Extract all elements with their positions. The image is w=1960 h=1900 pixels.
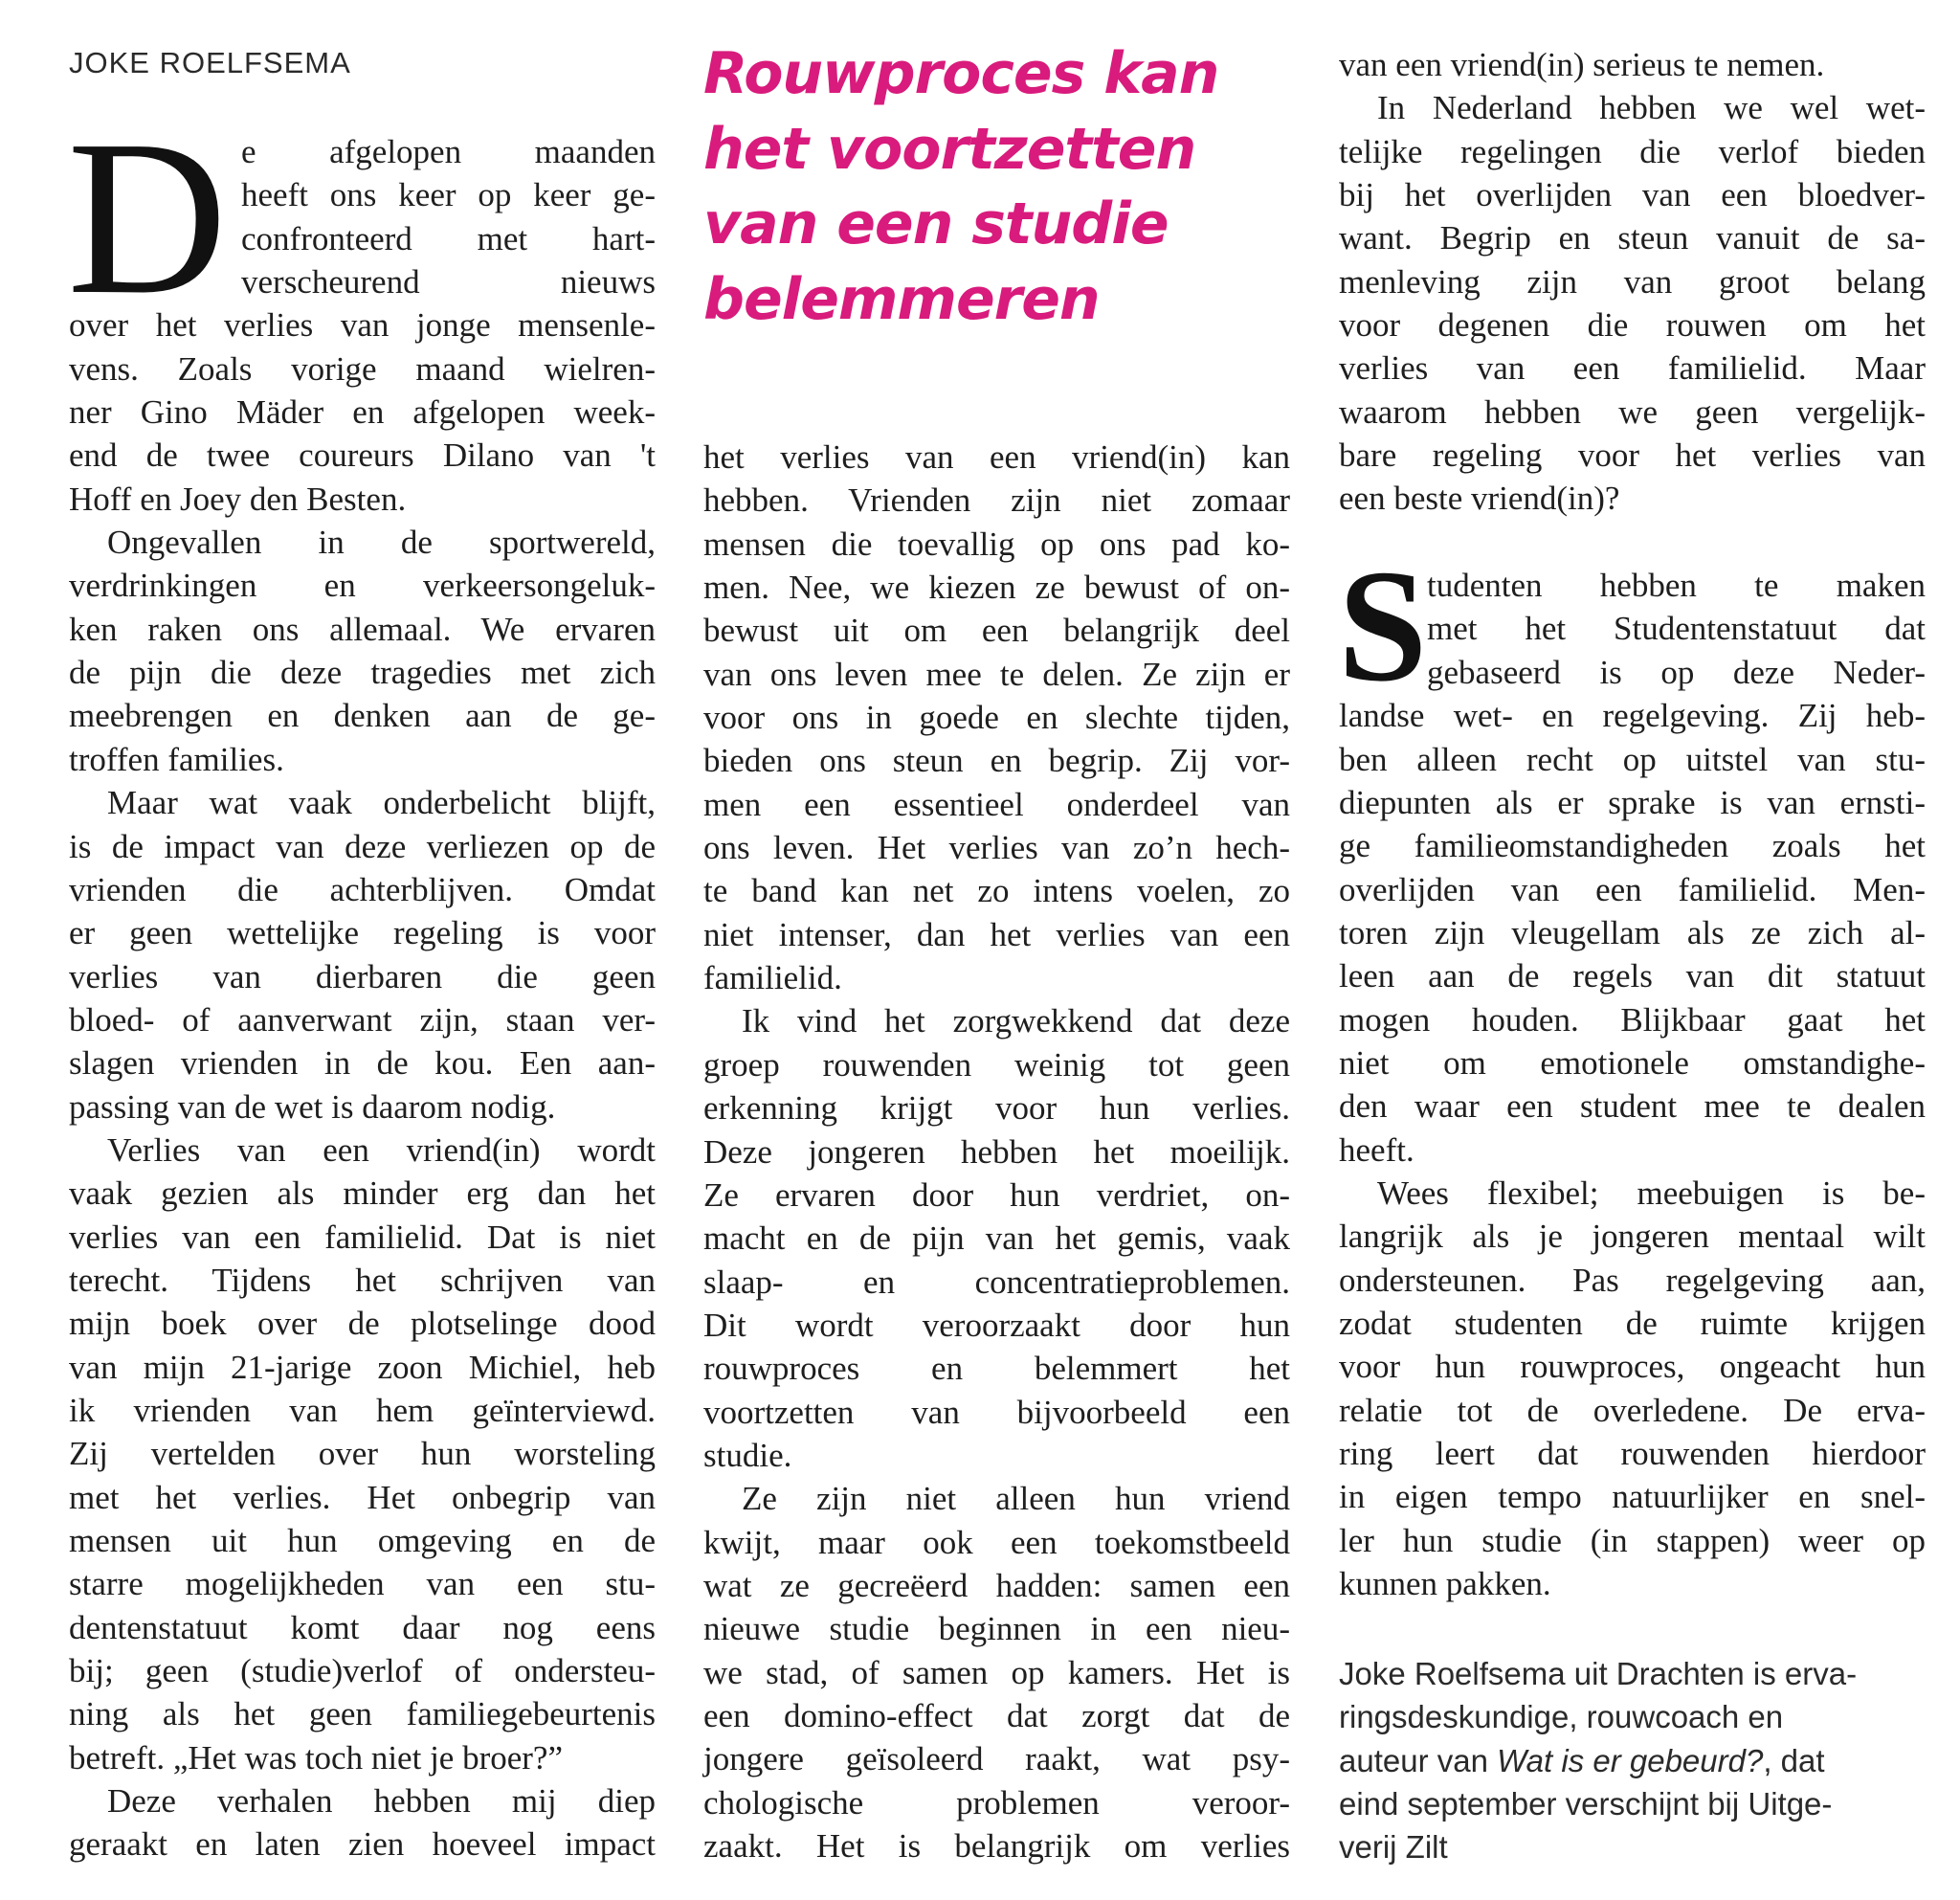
text-line: Ze zijn niet alleen hun vriend [742,1480,1290,1518]
text-line: met het verlies. Het onbegrip van [69,1478,656,1516]
text-line: niet om emotionele omstandighe- [1339,1043,1926,1082]
article-column-3 [1339,43,1926,1605]
text-line: bloed- of aanverwant zijn, staan ver- [69,1000,656,1039]
text-line: terecht. Tijdens het schrijven van [69,1261,656,1299]
text-line: mogen houden. Blijkbaar gaat het [1339,1000,1926,1039]
text-line: den waar een student mee te dealen [1339,1087,1926,1126]
text-line: heeft. [1339,1130,1414,1169]
headline-line: belemmeren [703,266,1100,334]
text-line: bij het overlijden van een bloedver- [1339,176,1926,214]
text-line: Ik vind het zorgwekkend dat deze [742,1002,1290,1040]
drop-cap-s: S [1338,537,1428,715]
text-line: bieden ons steun en begrip. Zij vor- [703,742,1290,780]
text-line: meebrengen en denken aan de ge- [69,697,656,735]
paragraph [69,521,656,781]
text-line: macht en de pijn van het gemis, vaak [703,1219,1290,1258]
bio-text: , dat [1763,1742,1825,1778]
text-line: want. Begrip en steun vanuit de sa- [1339,219,1926,257]
text-line: voor ons in goede en slechte tijden, [703,699,1290,737]
text-line: diepunten als er sprake is van ernsti- [1339,783,1926,821]
text-line: rouwproces en belemmert het [703,1350,1290,1388]
text-line: van mijn 21-jarige zoon Michiel, heb [69,1348,656,1386]
paragraph [1339,1172,1926,1605]
text-line: tudenten hebben te maken [1427,567,1926,605]
text-line: Zij vertelden over hun worsteling [69,1435,656,1473]
text-line: ik vrienden van hem geïnterviewd. [69,1391,656,1429]
bio-line [1339,1825,1951,1868]
text-line: ler hun studie (in stappen) weer op [1339,1521,1926,1559]
bio-line [1339,1782,1951,1825]
text-line: hebben. Vrienden zijn niet zomaar [703,481,1290,520]
text-line: men. Nee, we kiezen ze bewust of on- [703,569,1290,607]
text-line: Deze verhalen hebben mij diep [107,1782,656,1821]
text-line: e afgelopen maanden [241,133,656,170]
text-line: studie. [703,1436,792,1474]
text-line: we stad, of samen op kamers. Het is [703,1653,1290,1691]
text-line: overlijden van een familielid. Men- [1339,870,1926,908]
text-line: jongere geïsoleerd raakt, wat psy- [703,1740,1290,1778]
text-line: confronteerd met hart- [241,219,656,257]
text-line: geraakt en laten zien hoeveel impact [69,1825,656,1864]
text-line: ring leert dat rouwenden hierdoor [1339,1435,1926,1472]
paragraph [69,781,656,1129]
text-line: nieuwe studie beginnen in een nieu- [703,1610,1290,1648]
text-line: Hoff en Joey den Besten. [69,480,407,518]
text-line: Dit wordt veroorzaakt door hun [703,1306,1290,1344]
text-line: langrijk als je jongeren mentaal wilt [1339,1218,1926,1256]
text-line: niet intenser, dan het verlies van een [703,915,1290,953]
bio-line [1339,1739,1951,1782]
text-line: betreft. „Het was toch niet je broer?” [69,1738,563,1777]
text-line: zodat studenten de ruimte krijgen [1339,1304,1926,1342]
text-line: er geen wettelijke regeling is voor [69,914,656,952]
text-line: vaak gezien als minder erg dan het [69,1174,656,1213]
text-line: slaap- en concentratieproblemen. [703,1263,1290,1301]
drop-cap-d: D [67,95,228,341]
text-line: end de twee coureurs Dilano van 't [69,436,656,475]
text-line: de pijn die deze tragedies met zich [69,654,656,692]
bio-text: eind september verschijnt bij Uitge- [1339,1786,1833,1822]
text-line: familielid. [703,959,842,997]
text-line: gebaseerd is op deze Neder- [1427,653,1926,691]
bio-text: ringsdeskundige, rouwcoach en [1339,1699,1784,1735]
text-line: starre mogelijkheden van een stu- [69,1565,656,1603]
text-line: menleving zijn van groot belang [1339,262,1926,301]
paragraph [1339,86,1926,520]
bio-line [1339,1652,1951,1695]
text-line: te band kan net zo intens voelen, zo [703,872,1290,910]
headline [703,36,1297,338]
text-line: heeft ons keer op keer ge- [241,176,656,214]
text-line: van ons leven mee te delen. Ze zijn er [703,655,1290,693]
paragraph [703,1477,1290,1867]
text-line: troffen families. [69,740,284,778]
headline-line: het voortzetten [703,115,1196,183]
headline-line: van een studie [703,190,1169,258]
text-line: dentenstatuut komt daar nog eens [69,1608,656,1646]
text-line: Ongevallen in de sportwereld, [107,524,656,562]
headline-line: Rouwproces kan [703,40,1219,107]
text-line: ons leven. Het verlies van zo’n hech- [703,829,1290,867]
paragraph [1339,43,1926,86]
bio-text: Joke Roelfsema uit Drachten is erva- [1339,1656,1858,1691]
paragraph [69,130,656,521]
text-line: van een vriend(in) serieus te nemen. [1339,46,1825,83]
author-bio [1339,1652,1951,1869]
text-line: een domino-effect dat zorgt dat de [703,1696,1290,1734]
text-line: ge familieomstandigheden zoals het [1339,827,1926,865]
text-line: vens. Zoals vorige maand wielren- [69,349,656,388]
text-line: men een essentieel onderdeel van [703,785,1290,823]
text-line: voortzetten van bijvoorbeeld een [703,1393,1290,1431]
text-line: Wees flexibel; meebuigen is be- [1377,1174,1926,1212]
paragraph [1339,521,1926,564]
text-line: waarom hebben we geen vergelijk- [1339,392,1926,431]
paragraph [703,999,1290,1477]
paragraph [703,436,1290,999]
text-line: erkenning krijgt voor hun verlies. [703,1089,1290,1128]
text-line: mensen uit hun omgeving en de [69,1522,656,1559]
paragraph [1339,564,1926,1172]
byline: JOKE ROELFSEMA [69,46,351,79]
text-line: een beste vriend(in)? [1339,480,1620,518]
book-title: Wat is er gebeurd? [1497,1742,1764,1778]
text-line: ken raken ons allemaal. We ervaren [69,610,656,648]
bio-line [1339,1695,1951,1738]
text-line: landse wet- en regelgeving. Zij heb- [1339,697,1926,735]
text-line: verdrinkingen en verkeersongeluk- [69,567,656,605]
bio-text: auteur van [1339,1742,1498,1778]
text-line: over het verlies van jonge mensenle- [69,306,656,345]
text-line: bewust uit om een belangrijk deel [703,612,1290,650]
text-line: relatie tot de overledene. De erva- [1339,1391,1926,1429]
text-line: zaakt. Het is belangrijk om verlies [703,1827,1290,1865]
text-line: Deze jongeren hebben het moeilijk. [703,1132,1290,1171]
text-line: het verlies van een vriend(in) kan [703,438,1290,476]
text-line: met het Studentenstatuut dat [1427,610,1926,648]
text-line: ben alleen recht op uitstel van stu- [1339,740,1926,778]
text-line: verlies van een familielid. Maar [1339,349,1926,388]
text-line: in eigen tempo natuurlijker en snel- [1339,1478,1926,1516]
text-line: passing van de wet is daarom nodig. [69,1087,556,1126]
text-line: telijke regelingen die verlof bieden [1339,132,1926,170]
text-line: verscheurend nieuws [241,263,656,302]
text-line: ondersteunen. Pas regelgeving aan, [1339,1261,1926,1299]
paragraph [69,1779,656,1866]
text-line: ning als het geen familiegebeurtenis [69,1695,656,1733]
text-line: bare regeling voor het verlies van [1339,436,1926,475]
text-line: toren zijn vleugellam als ze zich al- [1339,913,1926,951]
text-line: chologische problemen veroor- [703,1783,1290,1822]
article-column-1 [69,130,656,1866]
text-line: bij; geen (studie)verlof of ondersteu- [69,1652,656,1690]
text-line: groep rouwenden weinig tot geen [703,1045,1290,1084]
text-line: Verlies van een vriend(in) wordt [107,1130,656,1169]
text-line: verlies van dierbaren die geen [69,957,656,995]
text-line: leen aan de regels van dit statuut [1339,957,1926,995]
text-line: kwijt, maar ook een toekomstbeeld [703,1523,1290,1561]
article-column-2 [703,436,1290,1867]
text-line: vrienden die achterblijven. Omdat [69,870,656,908]
text-line: mensen die toevallig op ons pad ko- [703,525,1290,563]
text-line: mijn boek over de plotselinge dood [69,1305,656,1343]
text-line: wat ze gecreëerd hadden: samen een [703,1566,1290,1604]
bio-text: verij Zilt [1339,1829,1448,1866]
text-line: Ze ervaren door hun verdriet, on- [703,1175,1290,1214]
text-line: slagen vrienden in de kou. Een aan- [69,1044,656,1083]
text-line: ner Gino Mäder en afgelopen week- [69,393,656,432]
text-line: voor degenen die rouwen om het [1339,306,1926,345]
text-line: Maar wat vaak onderbelicht blijft, [107,784,656,822]
text-line: In Nederland hebben we wel wet- [1377,89,1926,127]
text-line: kunnen pakken. [1339,1565,1551,1603]
text-line: is de impact van deze verliezen op de [69,827,656,865]
text-line: voor hun rouwproces, ongeacht hun [1339,1348,1926,1386]
paragraph [69,1129,656,1779]
text-line: verlies van een familielid. Dat is niet [69,1218,656,1256]
